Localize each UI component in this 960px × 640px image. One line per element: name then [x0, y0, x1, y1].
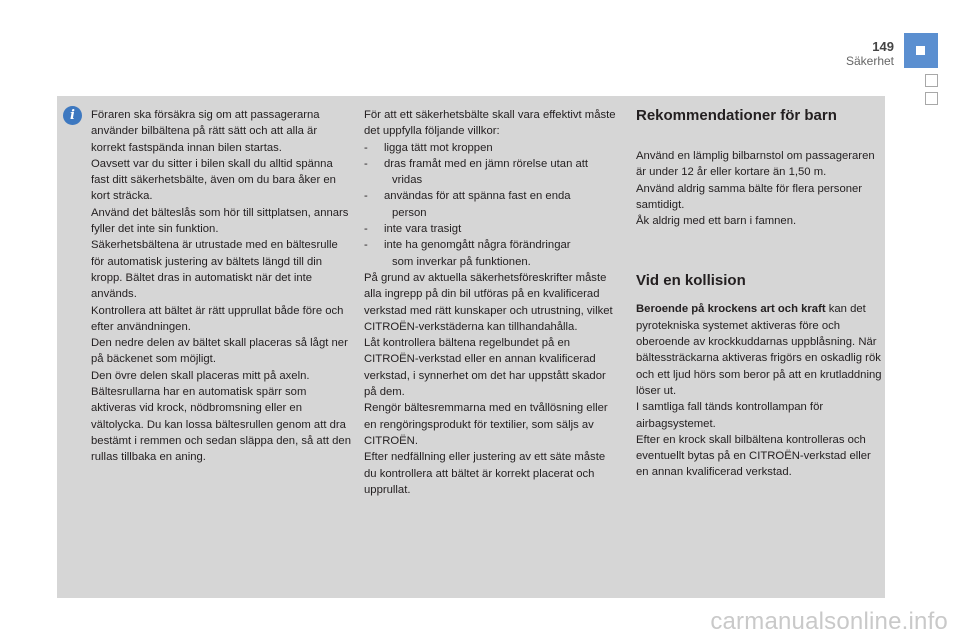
section-tab-active[interactable] — [904, 33, 938, 68]
list-text-cont: vridas — [392, 174, 423, 187]
list-item — [364, 156, 618, 189]
paragraph: Efter en krock skall bilbältena kontrolleras och eventuellt bytas på en CITROËN-verkstad eller en annan kvalificerad verkstad. — [636, 433, 871, 479]
requirements-column — [364, 107, 618, 498]
paragraph: I samtliga fall tänds kontrollampan för airbagsystemet. — [636, 401, 824, 430]
list-text: inte ha genomgått några förändringar — [384, 239, 571, 252]
info-icon: i — [63, 106, 82, 125]
list-dash: - — [364, 141, 368, 154]
list-dash: - — [364, 239, 368, 252]
paragraph: Rengör bältesremmarna med en tvållösning eller en rengöringsprodukt för textilier, som säljs av CITROËN. — [364, 402, 608, 447]
paragraph: Kontrollera att bältet är rätt upprullat både före och efter användningen. — [91, 304, 344, 333]
paragraph: Åk aldrig med ett barn i famnen. — [636, 215, 797, 228]
recommendations-column — [636, 106, 886, 481]
list-text: inte vara trasigt — [384, 223, 462, 236]
list-dash: - — [364, 190, 368, 203]
paragraph: På grund av aktuella säkerhetsföreskrifter måste alla ingrepp på din bil utföras på en kvalificerad verkstad med rätt kunskaper och utrustning, vilket CITROËN-verkstäderna kan tillhandahålla. — [364, 271, 613, 333]
watermark: carmanualsonline.info — [710, 608, 948, 635]
list-item — [364, 237, 618, 270]
list-item — [364, 140, 618, 156]
paragraph: Använd det bälteslås som hör till sittplatsen, annars fyller det inte sin funktion. — [91, 206, 349, 236]
paragraph: Efter nedfällning eller justering av ett säte måste du kontrollera att bältet är korrekt placerat och upprullat. — [364, 451, 606, 496]
section-tab-3[interactable] — [925, 92, 938, 105]
list-item — [364, 221, 618, 237]
list-text: dras framåt med en jämn rörelse utan att — [384, 157, 589, 170]
list-text-cont: person — [392, 206, 427, 219]
paragraph: Den nedre delen av bältet skall placeras så lågt ner på bäckenet som möjligt. — [91, 337, 348, 366]
paragraph: Säkerhetsbältena är utrustade med en bältesrulle för automatisk justering av bältets längd till din kropp. Bältet dras in automatiskt när det inte används. — [91, 239, 338, 301]
list-text-cont: som inverkar på funktionen. — [392, 255, 531, 268]
paragraph: Föraren ska försäkra sig om att passagerarna använder bilbältena på rätt sätt och att alla är korrekt fastspända innan bilen startas. — [91, 109, 320, 154]
paragraph: Använd aldrig samma bälte för flera personer samtidigt. — [636, 182, 863, 211]
children-heading: Rekommendationer för barn — [636, 107, 837, 124]
collision-heading: Vid en kollision — [636, 272, 746, 290]
list-dash: - — [364, 223, 368, 236]
collision-text: kan det pyrotekniska systemet aktiveras före och oberoende av krockkuddarnas uppblåsning. När bältessträckarna aktiveras frigörs en oskadlig rök och ett ljud hörs som beror på att en krutladdning löser ut. — [636, 303, 882, 397]
paragraph: Låt kontrollera bältena regelbundet på en CITROËN-verkstad eller en annan kvalificerad verkstad, i synnerhet om det har uppstått skador på dem. — [364, 337, 606, 399]
list-text: användas för att spänna fast en enda — [384, 190, 571, 203]
tab-square-icon — [916, 46, 925, 55]
list-dash: - — [364, 157, 368, 170]
paragraph: Den övre delen skall placeras mitt på axeln. — [91, 369, 310, 382]
info-column — [91, 107, 353, 466]
list-text: ligga tätt mot kroppen — [384, 141, 493, 154]
list-item — [364, 188, 618, 221]
section-title: Säkerhet — [845, 54, 894, 68]
paragraph: Använd en lämplig bilbarnstol om passageraren är under 12 år eller kortare än 1,50 m. — [636, 150, 875, 179]
collision-lead: Beroende på krockens art och kraft — [636, 303, 826, 316]
section-tab-2[interactable] — [925, 74, 938, 87]
paragraph: Oavsett var du sitter i bilen skall du alltid spänna fast ditt säkerhetsbälte, även om du bara åker en kort sträcka. — [91, 157, 336, 203]
paragraph: För att ett säkerhetsbälte skall vara effektivt måste det uppfylla följande villkor: — [364, 109, 616, 138]
paragraph: Bältesrullarna har en automatisk spärr som aktiveras vid krock, nödbromsning eller en vältolycka. Du kan lossa bältesrullen genom att dra bestämt i remmen och sedan släppa den, så att den rullas tillbaka en aning. — [91, 386, 351, 464]
page-number: 149 — [872, 39, 894, 54]
paragraph — [636, 301, 886, 399]
